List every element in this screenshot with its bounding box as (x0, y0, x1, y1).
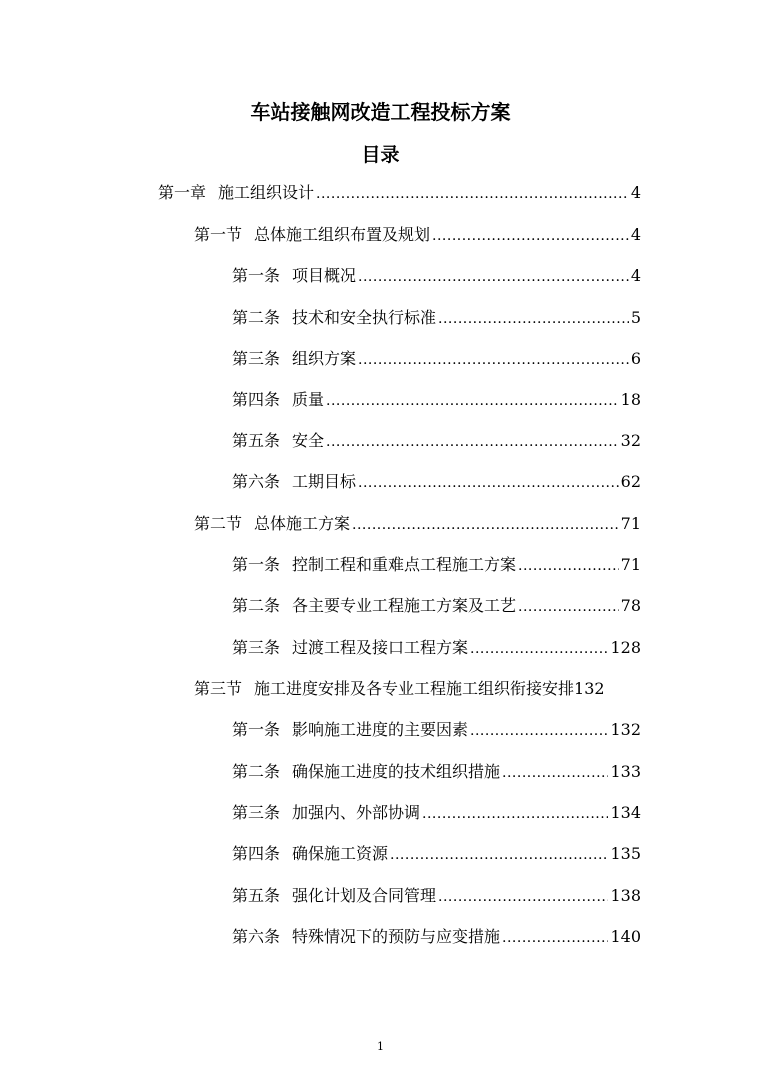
toc-entry-number: 第一章 (158, 183, 207, 202)
toc-entry-number: 第二条 (232, 596, 281, 615)
toc-leader-dots (438, 887, 608, 907)
toc-leader-dots (518, 597, 619, 617)
toc-entry-number: 第五条 (232, 886, 281, 905)
toc-leader-dots (502, 928, 608, 948)
toc-entry-page: 4 (630, 225, 641, 244)
toc-leader-dots (358, 473, 619, 493)
toc-leader-dots (438, 309, 629, 329)
toc-entry-number: 第一条 (232, 720, 281, 739)
toc-entry-title: 特殊情况下的预防与应变措施 (292, 927, 501, 946)
toc-entry-title: 控制工程和重难点工程施工方案 (292, 555, 517, 574)
toc-entry[interactable] (232, 308, 641, 329)
toc-entry[interactable] (232, 472, 641, 493)
toc-entry-number: 第一节 (194, 225, 243, 244)
toc-leader-dots (502, 763, 608, 783)
toc-entry[interactable] (232, 927, 641, 948)
toc-entry-number: 第五条 (232, 431, 281, 450)
toc-entry[interactable] (194, 225, 641, 246)
toc-leader-dots (326, 432, 619, 452)
toc-entry-title: 项目概况 (292, 266, 357, 285)
toc-leader-dots (326, 391, 619, 411)
toc-entry-number: 第二节 (194, 514, 243, 533)
toc-entry[interactable] (232, 431, 641, 452)
toc-entry-title: 各主要专业工程施工方案及工艺 (292, 596, 517, 615)
toc-entry[interactable] (232, 266, 641, 287)
toc-entry-page: 71 (620, 514, 641, 533)
toc-entry-page: 134 (610, 803, 641, 822)
toc-entry-number: 第三条 (232, 803, 281, 822)
toc-entry-title: 组织方案 (292, 349, 357, 368)
toc-entry-page: 4 (630, 183, 641, 202)
toc-entry-title: 施工组织设计 (218, 183, 315, 202)
toc-entry[interactable] (194, 679, 661, 699)
toc-entry-title: 确保施工资源 (292, 844, 389, 863)
toc-entry-title: 影响施工进度的主要因素 (292, 720, 469, 739)
toc-entry-number: 第三节 (194, 679, 243, 698)
toc-entry-page: 78 (620, 596, 641, 615)
toc-entry[interactable] (232, 555, 641, 576)
toc-entry[interactable] (232, 762, 641, 783)
toc-entry-page: 132 (610, 720, 641, 739)
toc-entry-number: 第六条 (232, 927, 281, 946)
toc-leader-dots (316, 184, 629, 204)
page-number: 1 (377, 1040, 384, 1053)
toc-entry-page: 62 (620, 472, 641, 491)
toc-entry-page: 128 (610, 638, 641, 657)
toc-entry[interactable] (232, 886, 641, 907)
toc-entry-title: 技术和安全执行标准 (292, 308, 437, 327)
toc-entry[interactable] (158, 183, 641, 204)
toc-entry-title: 工期目标 (292, 472, 357, 491)
toc-entry[interactable] (232, 803, 641, 824)
toc-entry-number: 第一条 (232, 266, 281, 285)
toc-entry-title: 确保施工进度的技术组织措施 (292, 762, 501, 781)
toc-entry-title: 加强内、外部协调 (292, 803, 421, 822)
toc-entry-page: 4 (630, 266, 641, 285)
toc-entry[interactable] (194, 514, 641, 535)
toc-leader-dots (518, 556, 619, 576)
toc-leader-dots (470, 721, 608, 741)
toc-leader-dots (432, 226, 629, 246)
toc-entry-title: 施工进度安排及各专业工程施工组织衔接安排 (254, 679, 575, 698)
toc-entry-page: 132 (574, 679, 605, 698)
document-title: 车站接触网改造工程投标方案 (250, 100, 511, 124)
toc-entry-number: 第二条 (232, 762, 281, 781)
toc-entry[interactable] (232, 349, 641, 370)
toc-entry-page: 6 (630, 349, 641, 368)
toc-entry-title: 过渡工程及接口工程方案 (292, 638, 469, 657)
toc-entry-page: 71 (620, 555, 641, 574)
toc-entry-title: 质量 (292, 390, 325, 409)
toc-heading: 目录 (361, 144, 400, 166)
toc-entry[interactable] (232, 638, 641, 659)
toc-leader-dots (358, 267, 629, 287)
toc-entry-number: 第六条 (232, 472, 281, 491)
toc-entry-page: 18 (620, 390, 641, 409)
toc-entry[interactable] (232, 720, 641, 741)
toc-leader-dots (470, 639, 608, 659)
toc-entry-page: 133 (610, 762, 641, 781)
toc-entry-page: 5 (630, 308, 641, 327)
toc-entry-page: 135 (610, 844, 641, 863)
toc-entry-number: 第三条 (232, 349, 281, 368)
toc-entry[interactable] (232, 390, 641, 411)
toc-entry-number: 第二条 (232, 308, 281, 327)
toc-leader-dots (352, 515, 619, 535)
toc-entry-title: 总体施工方案 (254, 514, 351, 533)
toc-entry-number: 第三条 (232, 638, 281, 657)
toc-entry-number: 第一条 (232, 555, 281, 574)
toc-leader-dots (358, 350, 629, 370)
toc-entry[interactable] (232, 596, 641, 617)
toc-entry-title: 总体施工组织布置及规划 (254, 225, 431, 244)
toc-entry[interactable] (232, 844, 641, 865)
toc-leader-dots (390, 845, 608, 865)
toc-leader-dots (422, 804, 608, 824)
toc-entry-number: 第四条 (232, 844, 281, 863)
toc-entry-number: 第四条 (232, 390, 281, 409)
toc-entry-title: 安全 (292, 431, 325, 450)
toc-entry-page: 32 (620, 431, 641, 450)
toc-entry-page: 140 (610, 927, 641, 946)
toc-entry-page: 138 (610, 886, 641, 905)
toc-entry-title: 强化计划及合同管理 (292, 886, 437, 905)
